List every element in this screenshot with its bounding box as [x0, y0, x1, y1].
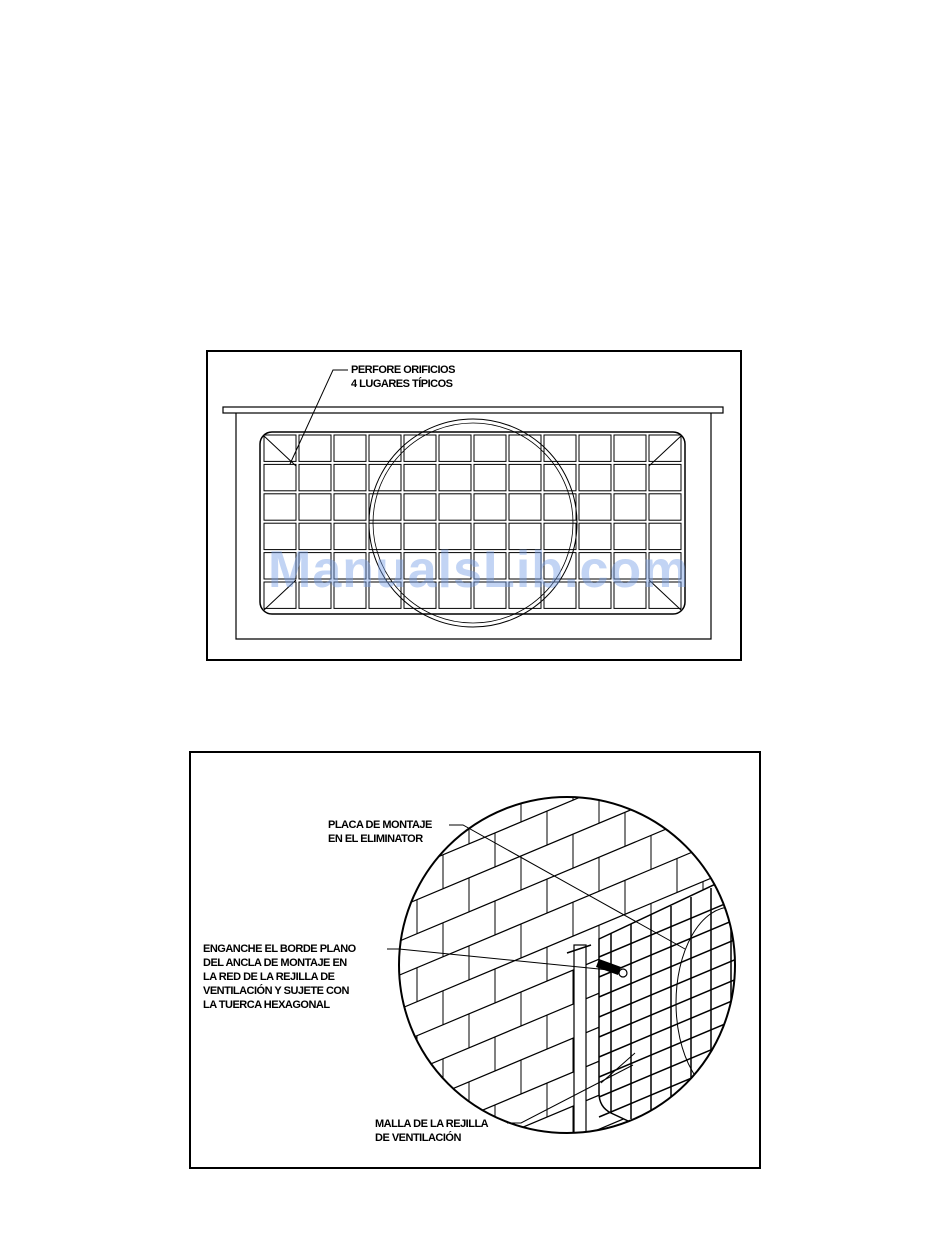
grille-cell — [334, 582, 366, 608]
mounting-plate-callout-line1: PLACA DE MONTAJE — [328, 819, 432, 831]
anchor-callout — [203, 942, 356, 1012]
grille-cell — [614, 553, 646, 579]
detail-circle-contents — [371, 753, 759, 1167]
grille-cell — [439, 494, 471, 520]
corner-hole-bottom-right — [649, 580, 681, 610]
grille-cell — [369, 494, 401, 520]
anchor-callout-line3: LA RED DE LA REJILLA DE — [203, 971, 335, 983]
vent-grille-drawing — [208, 352, 740, 659]
mounting-anchor-detail-figure — [189, 751, 761, 1169]
mounting-plate-callout — [328, 818, 432, 846]
grille-cell — [579, 464, 611, 490]
grille-cell — [299, 435, 331, 461]
grille-cell — [544, 494, 576, 520]
grille-cell — [334, 523, 366, 549]
grille-cell — [509, 494, 541, 520]
mesh-callout-line1: MALLA DE LA REJILLA — [375, 1118, 489, 1130]
corner-hole-bottom-left — [264, 580, 296, 610]
grille-cell — [404, 494, 436, 520]
grille-top-flange — [223, 407, 723, 413]
grille-panel-corner — [599, 873, 739, 1167]
grille-cell — [509, 464, 541, 490]
hex-nut — [619, 969, 627, 977]
grille-cell — [404, 523, 436, 549]
grille-cell — [614, 435, 646, 461]
grille-cell — [649, 435, 681, 461]
grille-cell — [474, 435, 506, 461]
drill-holes-callout-line1: PERFORE ORIFICIOS — [351, 364, 455, 376]
anchor-callout-line2: DEL ANCLA DE MONTAJE EN — [203, 957, 347, 969]
grille-cell — [439, 553, 471, 579]
brick-course-line — [371, 1159, 759, 1167]
grille-cell — [509, 523, 541, 549]
vent-grille-front-view-figure — [206, 350, 742, 661]
grille-cell — [649, 553, 681, 579]
grille-cell — [404, 435, 436, 461]
grille-cell — [334, 494, 366, 520]
grille-cell — [579, 435, 611, 461]
grille-cell — [299, 553, 331, 579]
fan-outline-inner — [373, 423, 573, 623]
anchor-callout-line4: VENTILACIÓN Y SUJETE CON — [203, 985, 349, 997]
grille-cell — [439, 523, 471, 549]
grille-cell — [614, 523, 646, 549]
brick-course-line — [371, 753, 759, 783]
grille-cell — [544, 464, 576, 490]
grille-cell — [264, 523, 296, 549]
grille-cell — [299, 494, 331, 520]
grille-cell — [649, 464, 681, 490]
grille-cell — [439, 435, 471, 461]
grille-cell — [299, 523, 331, 549]
grille-cell — [299, 464, 331, 490]
grille-cell — [334, 435, 366, 461]
grille-cell — [649, 523, 681, 549]
grille-cell — [579, 494, 611, 520]
grille-cell — [404, 464, 436, 490]
grille-cell — [264, 464, 296, 490]
grille-cell — [509, 553, 541, 579]
grille-cell — [474, 464, 506, 490]
grille-cell — [579, 553, 611, 579]
grille-cell — [369, 553, 401, 579]
grille-cell — [334, 553, 366, 579]
grille-cell — [299, 582, 331, 608]
brick-course-line — [371, 1057, 759, 1167]
mesh-callout-line2: DE VENTILACIÓN — [375, 1132, 461, 1144]
grille-cell — [369, 435, 401, 461]
anchor-callout-line5: LA TUERCA HEXAGONAL — [203, 999, 330, 1011]
grille-cell — [579, 523, 611, 549]
grille-cell — [264, 435, 296, 461]
grille-cell — [509, 582, 541, 608]
drill-holes-callout-line2: 4 LUGARES TÍPICOS — [351, 378, 453, 390]
grille-cell — [369, 582, 401, 608]
watermark: ManualsLib.com — [268, 541, 690, 599]
anchor-callout-line1: ENGANCHE EL BORDE PLANO — [203, 943, 356, 955]
grille-cell — [404, 553, 436, 579]
grille-cell — [439, 464, 471, 490]
mesh-callout — [375, 1117, 488, 1145]
grille-cell — [614, 582, 646, 608]
grille-cell — [474, 553, 506, 579]
grille-cell — [544, 523, 576, 549]
grille-cell — [264, 494, 296, 520]
grille-cell — [614, 464, 646, 490]
grille-cell — [334, 464, 366, 490]
grille-cell — [439, 582, 471, 608]
grille-cell — [649, 494, 681, 520]
grille-cell — [474, 523, 506, 549]
grille-cell — [264, 553, 296, 579]
grille-cell — [544, 582, 576, 608]
drill-holes-callout — [351, 363, 455, 391]
grille-cell — [474, 494, 506, 520]
grille-cell — [614, 494, 646, 520]
grille-cell — [509, 435, 541, 461]
brick-course-line — [371, 753, 759, 817]
grille-cell — [474, 582, 506, 608]
grille-cell — [579, 582, 611, 608]
grille-cell-grid — [264, 435, 681, 608]
mounting-plate-callout-line2: EN EL ELIMINATOR — [328, 833, 423, 845]
